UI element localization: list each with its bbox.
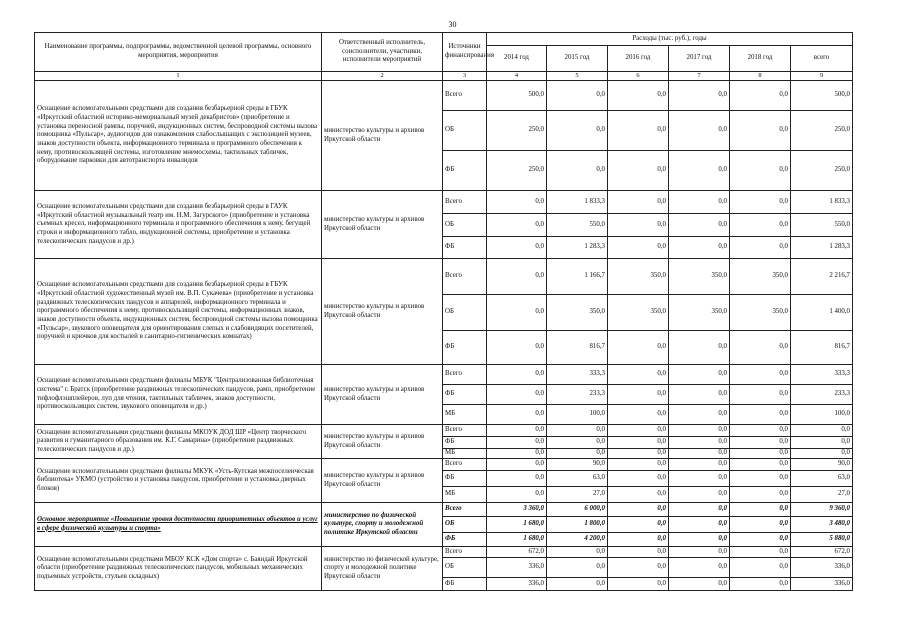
expense-value: 350,0 [669,295,730,331]
expense-value: 0,0 [669,517,730,533]
expense-value: 0,0 [487,425,547,437]
expense-value: 0,0 [669,111,730,151]
expense-value: 0,0 [730,503,791,517]
funding-source: ОБ [443,214,487,237]
activity-description: Оснащение вспомогательными средствами филиалы МКОУК ДОД ШР «Центр творческого развития и гуманитарного образования им. К.Г. Самарина» (приобретение раздвижных телескопических пандусов и др.) [35,425,322,459]
expense-total: 500,0 [791,81,853,111]
expense-total: 90,0 [791,459,853,471]
expense-value: 0,0 [669,331,730,365]
funding-source: ОБ [443,558,487,578]
expense-value: 0,0 [669,547,730,558]
expense-value: 0,0 [669,151,730,191]
funding-source: Всего [443,365,487,385]
expense-value: 233,3 [547,385,608,405]
expense-value: 0,0 [547,425,608,437]
expense-value: 0,0 [669,191,730,214]
funding-source: МБ [443,487,487,503]
expense-value: 0,0 [669,558,730,578]
expense-total: 250,0 [791,111,853,151]
expense-value: 0,0 [669,405,730,425]
header-program-name: Наименование программы, подпрограммы, ведомственной целевой программы, основного мероприятия, мероприятия [35,33,322,72]
expense-value: 550,0 [547,214,608,237]
col-index: 9 [791,72,853,81]
header-year-2017: 2017 год [669,46,730,72]
expense-value: 350,0 [730,259,791,295]
expense-value: 350,0 [669,259,730,295]
activity-description: Оснащение вспомогательными средствами для создания безбарьерной среды в ГБУК «Иркутский областной историко-мемориальный музей декабристов» (приобретение и установка переносной рампы, поручней, индукционных систем, беспроводной системы вызова помощника «Пульсар», аудиогидов для ознакомления слабослышащих с экспозицией музеев, знаков доступности объекта, информационного терминала и программного обеспечения к нему, противоскользящей системы, изготовление мнемосхемы, тактильных табличек, оборудование парковки для автотранспорта инвалидов [35,81,322,191]
col-index: 8 [730,72,791,81]
expense-total: 63,0 [791,471,853,487]
funding-source: ФБ [443,151,487,191]
expense-value: 1 166,7 [547,259,608,295]
expense-value: 350,0 [547,295,608,331]
expense-value: 0,0 [487,214,547,237]
expense-value: 0,0 [669,471,730,487]
expense-value: 0,0 [669,237,730,259]
expense-value: 0,0 [669,503,730,517]
expense-value: 0,0 [730,237,791,259]
col-index: 3 [443,72,487,81]
expense-value: 0,0 [608,471,669,487]
responsible-executor: министерство культуры и архивов Иркутской области [322,459,443,503]
expense-value: 0,0 [487,487,547,503]
expense-value: 1 680,0 [487,517,547,533]
responsible-executor: министерство культуры и архивов Иркутской области [322,191,443,259]
table-row [35,425,853,437]
responsible-executor: министерство культуры и архивов Иркутской области [322,259,443,365]
expense-value: 0,0 [608,237,669,259]
expense-total: 816,7 [791,331,853,365]
expense-value: 0,0 [547,151,608,191]
expense-value: 1 800,0 [547,517,608,533]
col-index: 6 [608,72,669,81]
expense-value: 0,0 [608,503,669,517]
expense-value: 0,0 [608,191,669,214]
expense-value: 333,3 [547,365,608,385]
expense-total: 233,3 [791,385,853,405]
table-row [35,503,853,517]
expense-value: 0,0 [730,214,791,237]
expense-value: 0,0 [730,517,791,533]
expense-total: 333,3 [791,365,853,385]
expense-value: 1 680,0 [487,533,547,547]
expense-value: 0,0 [487,191,547,214]
funding-source: ОБ [443,111,487,151]
expense-value: 0,0 [608,331,669,365]
expense-value: 816,7 [547,331,608,365]
expense-value: 250,0 [487,111,547,151]
expense-value: 0,0 [487,331,547,365]
table-body [35,81,853,591]
expense-value: 0,0 [730,459,791,471]
header-total: всего [791,46,853,72]
expense-value: 0,0 [487,259,547,295]
funding-source: ОБ [443,295,487,331]
activity-description: Оснащение вспомогательными средствами для создания безбарьерной среды в ГАУК «Иркутский областной музыкальный театр им. Н.М. Загурского» (приобретение и установка съемных кресел, информационного терминала и программного обеспечения к нему, бегущей строки и информационного табло, индукционной системы, приобретение и установка телескопических пандусов и др.) [35,191,322,259]
expense-value: 0,0 [730,547,791,558]
activity-description: Оснащение вспомогательными средствами МБОУ КСК «Дом спорта» с. Баяндай Иркутской области (приобретение раздвижных телескопических пандусов, мобильных механических подъемных устройств, стульев складных) [35,547,322,591]
expense-value: 0,0 [487,437,547,449]
expense-value: 0,0 [608,487,669,503]
expense-value: 0,0 [730,111,791,151]
expense-total: 336,0 [791,558,853,578]
expense-value: 0,0 [608,547,669,558]
expense-value: 0,0 [730,331,791,365]
funding-source: ФБ [443,331,487,365]
responsible-executor: министерство культуры и архивов Иркутской области [322,365,443,425]
expense-value: 0,0 [487,449,547,459]
expense-total: 1 283,3 [791,237,853,259]
expense-value: 100,0 [547,405,608,425]
expense-total: 250,0 [791,151,853,191]
expense-value: 350,0 [608,259,669,295]
expense-value: 0,0 [669,425,730,437]
funding-source: ОБ [443,517,487,533]
expense-value: 0,0 [730,533,791,547]
funding-source: ФБ [443,471,487,487]
expense-value: 0,0 [547,578,608,591]
expense-total: 0,0 [791,437,853,449]
expense-value: 250,0 [487,151,547,191]
responsible-executor: министерство культуры и архивов Иркутской области [322,425,443,459]
expense-value: 0,0 [669,214,730,237]
funding-source: Всего [443,459,487,471]
expense-value: 0,0 [547,81,608,111]
responsible-executor: министерство по физической культуре, спорту и молодежной политике Иркутской области [322,547,443,591]
expense-value: 0,0 [547,111,608,151]
expense-value: 0,0 [608,365,669,385]
funding-source: Всего [443,259,487,295]
funding-source: ФБ [443,237,487,259]
expense-value: 0,0 [608,425,669,437]
expense-value: 0,0 [730,449,791,459]
page-number: 30 [448,20,457,29]
expense-total: 100,0 [791,405,853,425]
expense-value: 672,0 [487,547,547,558]
expense-value: 0,0 [669,81,730,111]
expense-value: 0,0 [730,81,791,111]
expense-value: 0,0 [608,151,669,191]
expense-value: 0,0 [547,437,608,449]
header-year-2016: 2016 год [608,46,669,72]
expense-value: 0,0 [730,191,791,214]
funding-source: ФБ [443,533,487,547]
expense-value: 0,0 [730,558,791,578]
table-row [35,365,853,385]
expense-value: 0,0 [487,471,547,487]
expense-total: 2 216,7 [791,259,853,295]
header-expenses: Расходы (тыс. руб.), годы [487,33,853,46]
expense-value: 4 200,0 [547,533,608,547]
funding-source: Всего [443,191,487,214]
header-funding-source: Источники финансирования [443,33,487,72]
expense-value: 0,0 [547,558,608,578]
activity-description: Оснащение вспомогательными средствами для создания безбарьерной среды в ГБУК «Иркутский областной художественный музей им. В.П. Сукачева» (приобретение и установка раздвижных телескопических пандусов и аппарелей, информационного терминала и программного обеспечения к нему, противоскользящей системы, информационных знаков, знаков доступности объекта, индукционных систем, беспроводной системы вызова помощника «Пульсар», звукового оповещателя для ориентирования слепых и слабовидящих посетителей, поручней и крючков для костылей в санитарно-гигиенических комнатах) [35,259,322,365]
expense-value: 0,0 [730,578,791,591]
expense-value: 90,0 [547,459,608,471]
expense-value: 336,0 [487,578,547,591]
expense-value: 3 360,0 [487,503,547,517]
table-row [35,81,853,111]
expense-value: 0,0 [730,151,791,191]
activity-description: Оснащение вспомогательными средствами филиалы МКУК «Усть-Кутская межпоселенческая библиотека» УКМО (устройство и установка пандусов, приобретение и установка дверных блоков) [35,459,322,503]
expense-value: 0,0 [669,487,730,503]
expense-value: 1 283,3 [547,237,608,259]
expense-value: 350,0 [608,295,669,331]
expense-value: 0,0 [608,533,669,547]
table-row [35,191,853,214]
expense-total: 9 360,0 [791,503,853,517]
funding-source: ФБ [443,578,487,591]
col-index: 7 [669,72,730,81]
expense-value: 500,0 [487,81,547,111]
header-year-2018: 2018 год [730,46,791,72]
expense-total: 0,0 [791,425,853,437]
activity-description: Оснащение вспомогательными средствами филиалы МБУК "Централизованная библиотечная система" г. Братск (приобретение раздвижных телескопических пандусов, рамп, приобретение тифлофлэшплейеров, луп для чтения, тактильных табличек, знаков доступности, противоскользящих систем, звукового оповещателя и др.) [35,365,322,425]
expense-value: 0,0 [669,385,730,405]
expense-value: 0,0 [730,425,791,437]
expense-value: 0,0 [608,558,669,578]
expense-total: 5 880,0 [791,533,853,547]
expense-value: 0,0 [730,487,791,503]
header-responsible: Ответственный исполнитель, соисполнители, участники, исполнители мероприятий [322,33,443,72]
expense-value: 27,0 [547,487,608,503]
funding-source: МБ [443,405,487,425]
expense-value: 0,0 [730,365,791,385]
header-year-2015: 2015 год [547,46,608,72]
expense-value: 0,0 [547,547,608,558]
expense-total: 550,0 [791,214,853,237]
expense-value: 0,0 [487,459,547,471]
funding-source: ФБ [443,437,487,449]
responsible-executor: министерство культуры и архивов Иркутской области [322,81,443,191]
expense-value: 0,0 [487,295,547,331]
col-index: 2 [322,72,443,81]
expense-value: 63,0 [547,471,608,487]
col-index: 4 [487,72,547,81]
expense-total: 0,0 [791,449,853,459]
expense-value: 0,0 [608,385,669,405]
expense-value: 0,0 [730,385,791,405]
col-index: 1 [35,72,322,81]
responsible-executor: министерство по физической культуре, спорту и молодежной политике Иркутской области [322,503,443,547]
expense-total: 672,0 [791,547,853,558]
expense-value: 6 000,0 [547,503,608,517]
expense-value: 336,0 [487,558,547,578]
expense-total: 3 480,0 [791,517,853,533]
expense-value: 0,0 [669,449,730,459]
header-year-2014: 2014 год [487,46,547,72]
expense-value: 0,0 [608,517,669,533]
expense-value: 0,0 [608,437,669,449]
expense-value: 0,0 [669,533,730,547]
table-row [35,547,853,558]
expense-value: 0,0 [608,578,669,591]
expense-value: 350,0 [730,295,791,331]
funding-source: ФБ [443,385,487,405]
funding-source: МБ [443,449,487,459]
expense-value: 0,0 [730,405,791,425]
funding-source: Всего [443,503,487,517]
table-row [35,459,853,471]
funding-source: Всего [443,425,487,437]
expense-value: 0,0 [669,365,730,385]
expense-total: 1 400,0 [791,295,853,331]
expense-value: 0,0 [608,459,669,471]
expense-value: 0,0 [608,214,669,237]
expense-value: 0,0 [730,471,791,487]
funding-source: Всего [443,547,487,558]
expense-value: 0,0 [608,81,669,111]
expense-value: 0,0 [487,237,547,259]
expense-value: 1 833,3 [547,191,608,214]
expense-value: 0,0 [730,437,791,449]
expense-value: 0,0 [608,405,669,425]
expense-total: 336,0 [791,578,853,591]
expenditure-table [34,32,853,591]
expense-value: 0,0 [487,405,547,425]
col-index: 5 [547,72,608,81]
funding-source: Всего [443,81,487,111]
expense-value: 0,0 [547,449,608,459]
expense-value: 0,0 [669,578,730,591]
expense-value: 0,0 [608,111,669,151]
expense-value: 0,0 [487,385,547,405]
table-row [35,259,853,295]
expense-total: 1 833,3 [791,191,853,214]
activity-description: Основное мероприятие «Повышение уровня доступности приоритетных объектов и услуг в сфере физической культуры и спорта» [35,503,322,547]
expense-value: 0,0 [669,437,730,449]
expense-value: 0,0 [608,449,669,459]
expense-value: 0,0 [669,459,730,471]
expense-value: 0,0 [487,365,547,385]
expense-total: 27,0 [791,487,853,503]
